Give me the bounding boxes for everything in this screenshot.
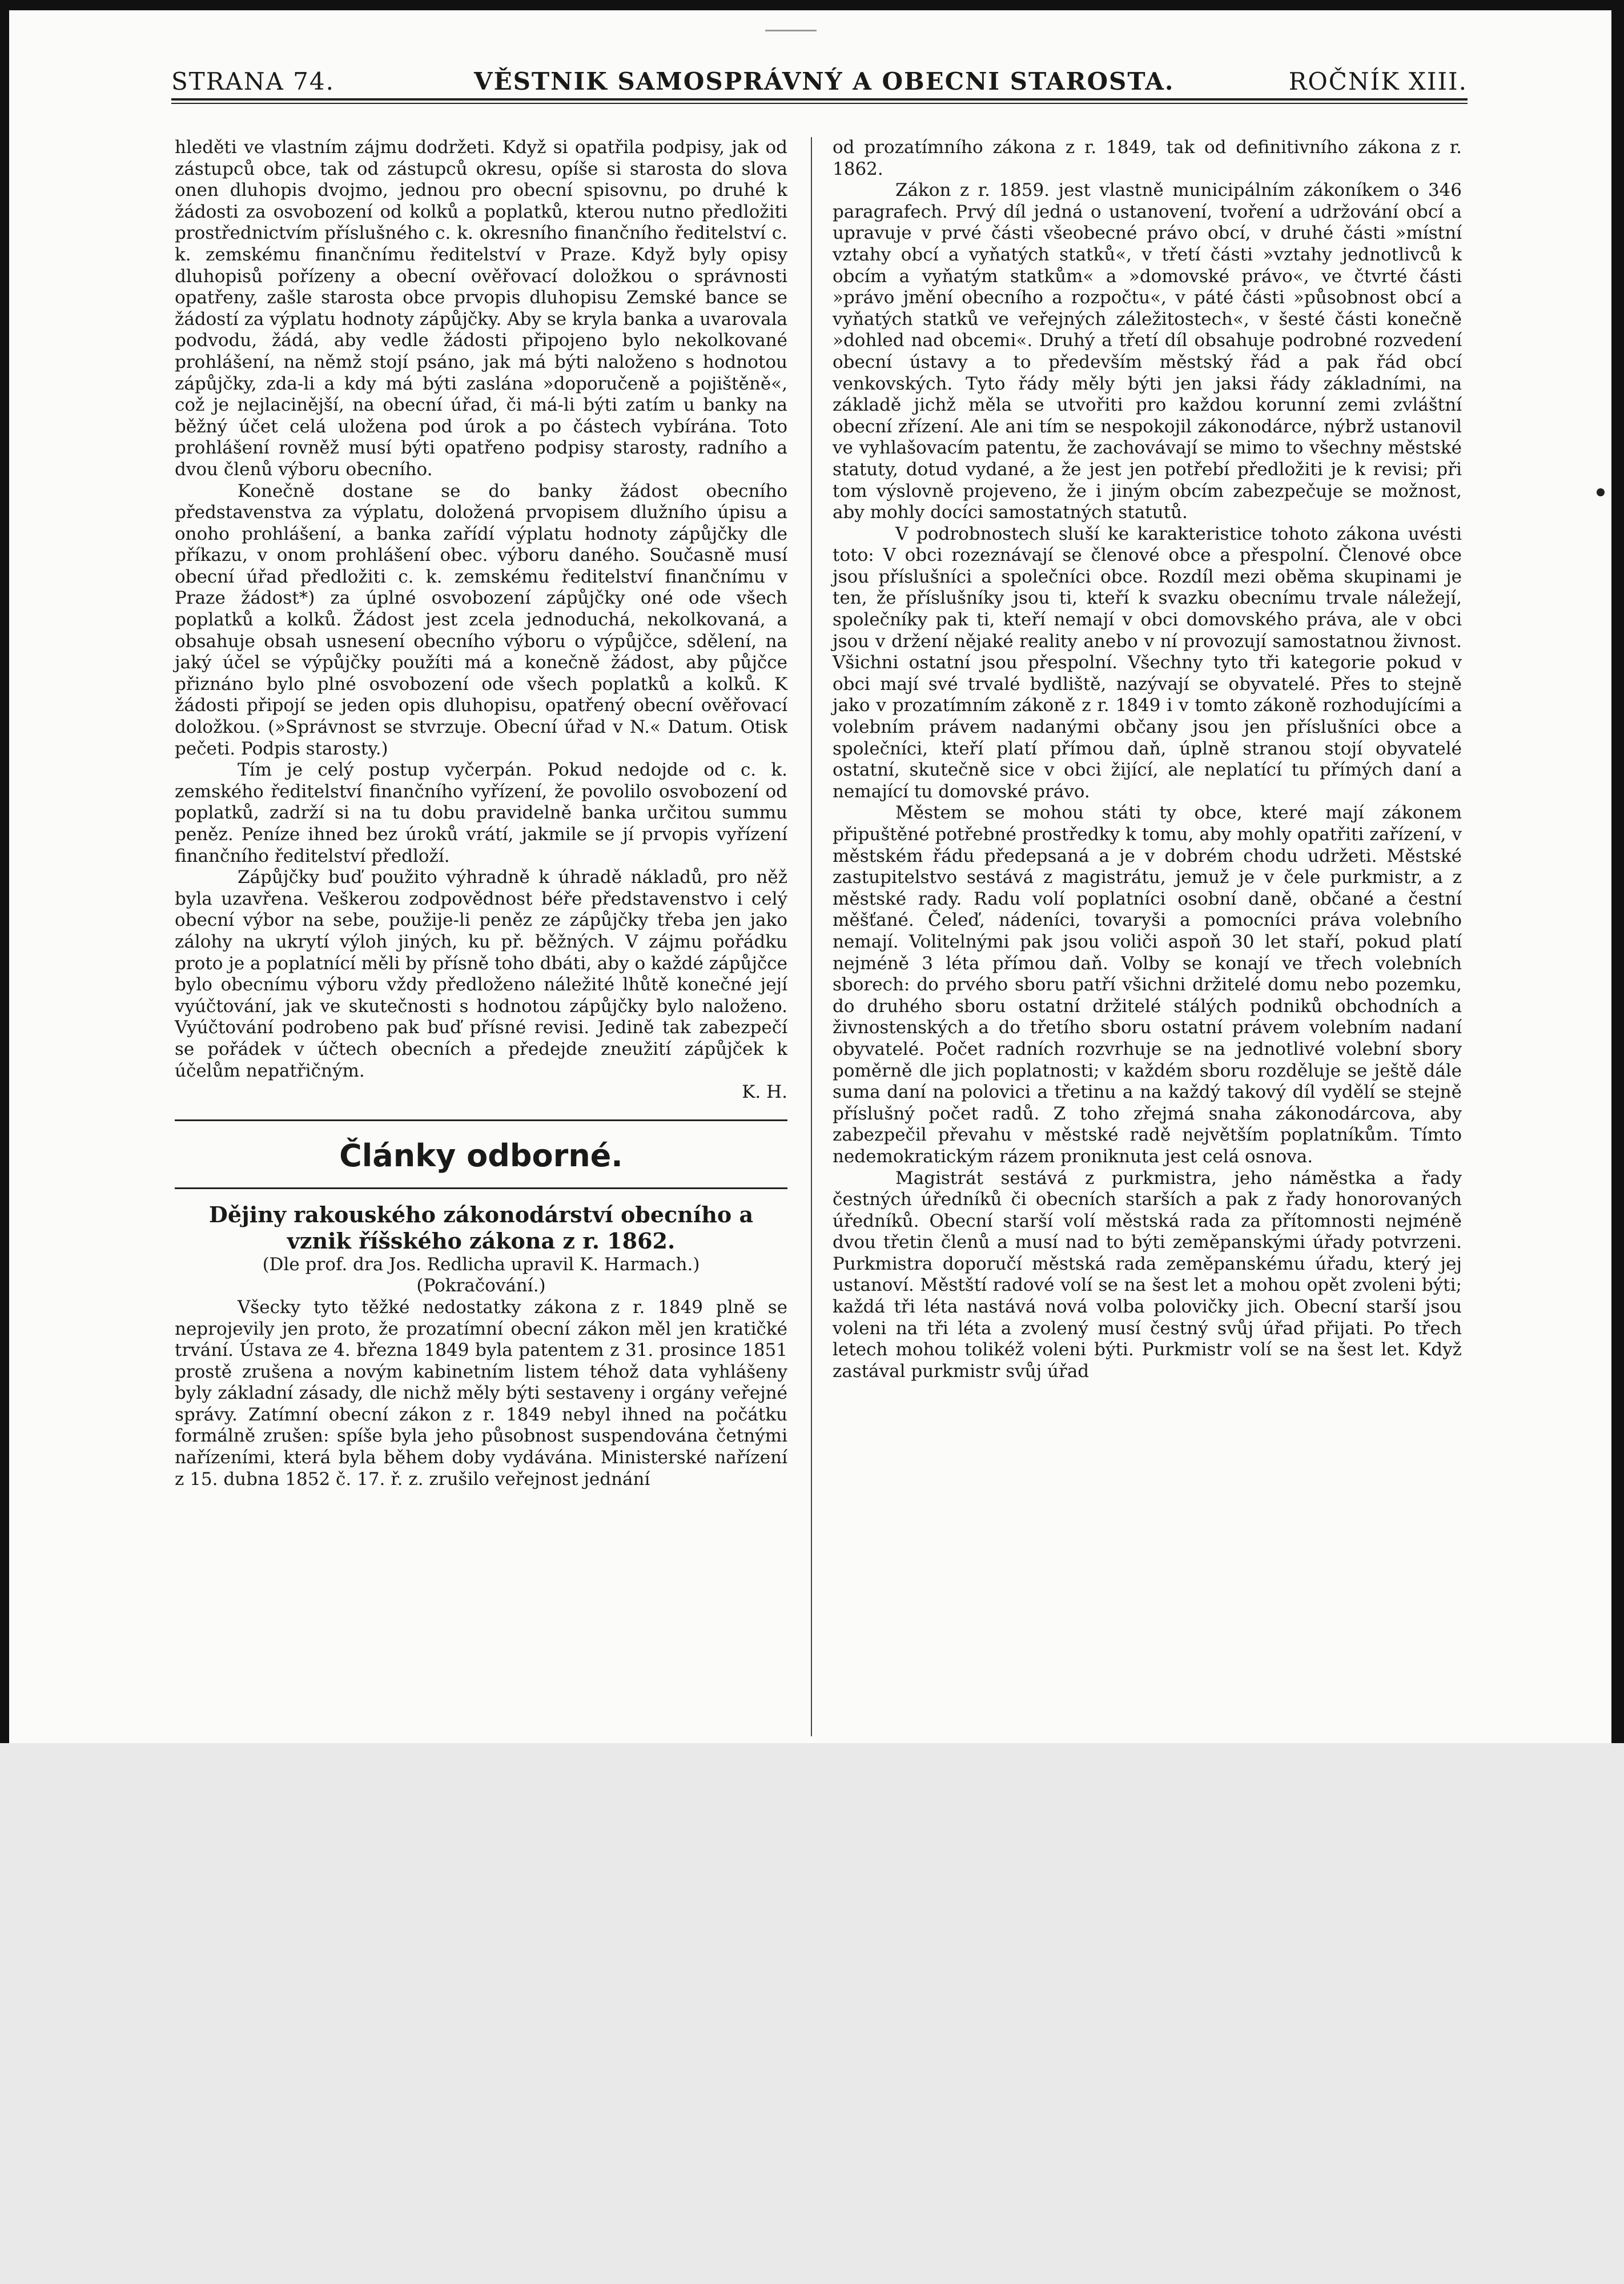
- paragraph: od prozatímního zákona z r. 1849, tak od definitivního zákona z r. 1862.: [833, 137, 1462, 179]
- continuation-note: (Pokračování.): [416, 1275, 546, 1296]
- paragraph: Magistrát sestává z purkmistra, jeho náměstka a řady čestných úředníků či obecních starších a pak z řady honorovaných úředníků. Obecní starší volí městská rada za přítomnosti nejméně dvou třetin členů a musí nad to býti zeměpanskými úřady potvrzeni. Purkmistra doporučí městská rada zeměpanskému úřadu, který jej ustanoví. Městští radové volí se na šest let a mohou opět zvoleni býti; každá tři léta nastává nová volba polovičky jich. Obecní starší jsou voleni na tři léta a zvolený musí čestný svůj úřad přijati. Po třech letech mohou tolikéž voleni býti. Purkmistr volí se na šest let. Když zastával purkmistr svůj úřad: [833, 1167, 1462, 1382]
- scan-edge-left: [0, 0, 9, 1743]
- right-column: [833, 137, 1462, 1382]
- column-divider: [811, 137, 812, 1736]
- signature-line: [175, 1082, 787, 1103]
- section-heading: Články odborné.: [339, 1137, 623, 1174]
- header-rule-thin: [171, 103, 1468, 104]
- paragraph: V podrobnostech sluší ke karakteristice tohoto zákona uvésti toto: V obci rozeznávají se členové obce a přespolní. Členové obce jsou příslušníci a společníci obce. Rozdíl mezi oběma skupinami je ten, že příslušníky jsou ti, kteří k svazku obecnímu trvale náležejí, společníky pak ti, kteří nemají v obci domovského práva, ale v obci jsou v držení nějaké reality anebo v ní provozují samostatnou živnost. Všichni ostatní jsou přespolní. Všechny tyto tři kategorie pokud v obci mají své trvalé bydliště, nazývají se obyvatelé. Přes to stejně jako v prozatímním zákoně z r. 1849 i v tomto zákoně rozhodujícími a volebním právem nadanými občany jsou jen příslušníci obce a společníci, kteří platí přímou daň, úplně stranou stojí obyvatelé ostatní, skutečně sice v obci žijící, ale neplatící tu přímých daní a nemající tu domovské právo.: [833, 523, 1462, 802]
- section-rule-top: [175, 1119, 787, 1121]
- scan-dot: [1597, 488, 1605, 496]
- header-rule: [171, 98, 1468, 101]
- scan-smudge: [765, 13, 817, 31]
- paragraph: Všecky tyto těžké nedostatky zákona z r. 1849 plně se neprojevily jen proto, že prozatímní obecní zákon měl jen kratičké trvání. Ústava ze 4. března 1849 byla patentem z 31. prosince 1851 prostě zrušena a novým kabinetním listem téhož data vyhlášeny byly základní zásady, dle nichž měly býti sestaveny i orgány veřejné správy. Zatímní obecní zákon z r. 1849 nebyl ihned na počátku formálně zrušen: spíše byla jeho působnost suspendována četnými nařízeními, která byla během doby vydávána. Ministerské nařízení z 15. dubna 1852 č. 17. ř. z. zrušilo veřejnost jednání: [175, 1296, 787, 1490]
- page-number: STRANA 74.: [171, 67, 335, 95]
- running-header: [171, 67, 1468, 102]
- paragraph: Tím je celý postup vyčerpán. Pokud nedojde od c. k. zemského ředitelství finančního vyřízení, že povolilo osvobození od poplatků, zadrží si na tu dobu pravidelně banka určitou summu peněz. Peníze ihned bez úroků vrátí, jakmile se jí prvopis vyřízení finančního ředitelství předloží.: [175, 760, 787, 866]
- section-rule-bottom: [175, 1187, 787, 1189]
- article-title: Dějiny rakouského zákonodárství obecního a vznik říšského zákona z r. 1862.: [208, 1201, 754, 1254]
- paragraph: Konečně dostane se do banky žádost obecního představenstva za výplatu, doložená prvopisem dlužního úpisu a onoho prohlášení, a banka zařídí výplatu hodnoty zápůjčky dle příkazu, v onom prohlášení obec. výboru daného. Současně musí obecní úřad předložiti c. k. zemskému ředitelství finančnímu v Praze žádost*) za úplné osvobození zápůjčky oné ode všech poplatků a kolků. Žádost jest zcela jednoduchá, nekolkovaná, a obsahuje obsah usnesení obecního výboru o výpůjčce, sdělení, na jaký účel se výpůjčky použíti má a konečně žádost, aby půjčce přiznáno bylo plné osvobození ode všech poplatků a kolků. K žádosti připojí se jeden opis dluhopisu, opatřený obecní ověřovací doložkou. (»Správnost se stvrzuje. Obecní úřad v N.« Datum. Otisk pečeti. Podpis starosty.): [175, 480, 787, 759]
- scan-edge-right: [1611, 0, 1624, 1743]
- scan-edge-top: [0, 0, 1624, 10]
- paragraph: hleděti ve vlastním zájmu dodržeti. Když si opatřila podpisy, jak od zástupců obce, tak od zástupců okresu, opíše si starosta do slova onen dluhopis dvojmo, jednou pro obecní spisovnu, po druhé k žádosti za osvobození od kolků a poplatků, kterou nutno předložiti prostřednictvím příslušného c. k. okresního finančního ředitelství c. k. zemskému finančnímu ředitelství v Praze. Když byly opisy dluhopisů pořízeny a obecní ověřovací doložkou o správnosti opatřeny, zašle starosta obce prvopis dluhopisu Zemské bance se žádostí za výplatu hodnoty zápůjčky. Aby se kryla banka a uvarovala podvodu, žádá, aby vedle žádosti připojeno bylo nekolkované prohlášení, na němž stojí psáno, jak má býti naloženo s hodnotou zápůjčky, zda-li a kdy má býti zaslána »doporučeně a pojištěně«, což je nejlacinější, na obecní úřad, či má-li býti zatím u banky na běžný účet celá uložena pod úrok a po částech vybírána. Toto prohlášení rovněž musí býti opatřeno podpisy starosty, radního a dvou členů výboru obecního.: [175, 137, 787, 480]
- journal-title: VĚSTNIK SAMOSPRÁVNÝ A OBECNI STAROSTA.: [474, 67, 1175, 95]
- left-column: [175, 137, 787, 1490]
- volume-number: ROČNÍK XIII.: [1288, 67, 1468, 95]
- paragraph: Zápůjčky buď použito výhradně k úhradě nákladů, pro něž byla uzavřena. Veškerou zodpovědnost béře představenstvo i celý obecní výbor na sebe, použije-li peněz ze zápůjčky třeba jen jako zálohy na ukrytí výloh jiných, ku př. běžných. V zájmu pořádku proto je a poplatnící měli by přísně toho dbáti, aby o každé zápůjčce bylo obecnímu výboru vždy předloženo náležité lhůtě konečné její vyúčtování, jak ve skutečnosti s hodnotou zápůjčky bylo naloženo. Vyúčtování podrobeno pak buď přísné revisi. Jedině tak zabezpečí se pořádek v účtech obecních a předejde zneužití zápůjček k účelům nepatřičným.: [175, 867, 787, 1081]
- paragraph: Městem se mohou státi ty obce, které mají zákonem připuštěné potřebné prostředky k tomu, aby mohly opatřiti zařízení, v městském řádu předepsaná a je v dobrém chodu udržeti. Městské zastupitelstvo sestává z magistrátu, jemuž je v čele purkmistr, a z městské rady. Radu volí poplatníci osobní daně, občané a čestní měšťané. Čeleď, nádeníci, tovaryši a pomocníci práva volebního nemají. Volitelnými pak jsou voliči aspoň 30 let staří, pokud platí nejméně 3 léta přímou daň. Volby se konají ve třech volebních sborech: do prvého sboru patří všichni držitelé domu nebo pozemku, do druhého sboru ostatní držitelé stálých podniků obchodních a živnostenských a do třetího sboru ostatní právem volebním nadaní obyvatelé. Počet radních rozvrhuje se na jednotlivé volební sbory poměrně dle jich poplatnosti; v každém sboru rozděluje se ještě dále suma daní na polovici a třetinu a na každý takový díl vydělí se stejně příslušný počet radů. Z toho zřejmá snaha zákonodárcova, aby zabezpečil převahu v městské radě největším poplatníkům. Tímto nedemokratickým rázem proniknuta jest celá osnova.: [833, 802, 1462, 1167]
- article-byline: (Dle prof. dra Jos. Redlicha upravil K. Harmach.): [262, 1254, 700, 1275]
- paragraph: Zákon z r. 1859. jest vlastně municipálním zákoníkem o 346 paragrafech. Prvý díl jedná o ustanovení, tvoření a udržování obcí a upravuje v prvé části všeobecné právo obcí, v druhé části »místní vztahy obcí a vyňatých statků«, v třetí části »vztahy jednotlivců k obcím a vyňatým statkům« a »domovské právo«, ve čtvrté části »právo jmění obecního a rozpočtu«, v páté části »působnost obcí a vyňatých statků ve veřejných záležitostech«, v šesté části konečně »dohled nad obcemi«. Druhý a třetí díl obsahuje podrobné rozvedení obecní ústavy a to především městský řád a pak řád obcí venkovských. Tyto řády měly býti jen jaksi řády základními, na základě jichž měla se utvořiti pro každou korunní zemi zvláštní obecní zřízení. Ale ani tím se nespokojil zákonodárce, nýbrž ustanovil ve vyhlašovacím patentu, že zachovávají se mimo to všechny městské statuty, dotud vydané, a že jest jen potřebí předložiti je k revisi; při tom výslovně projeveno, že i jiným obcím zabezpečuje se možnost, aby mohly docíci samostatných statutů.: [833, 180, 1462, 523]
- author-signature: K. H.: [742, 1082, 787, 1103]
